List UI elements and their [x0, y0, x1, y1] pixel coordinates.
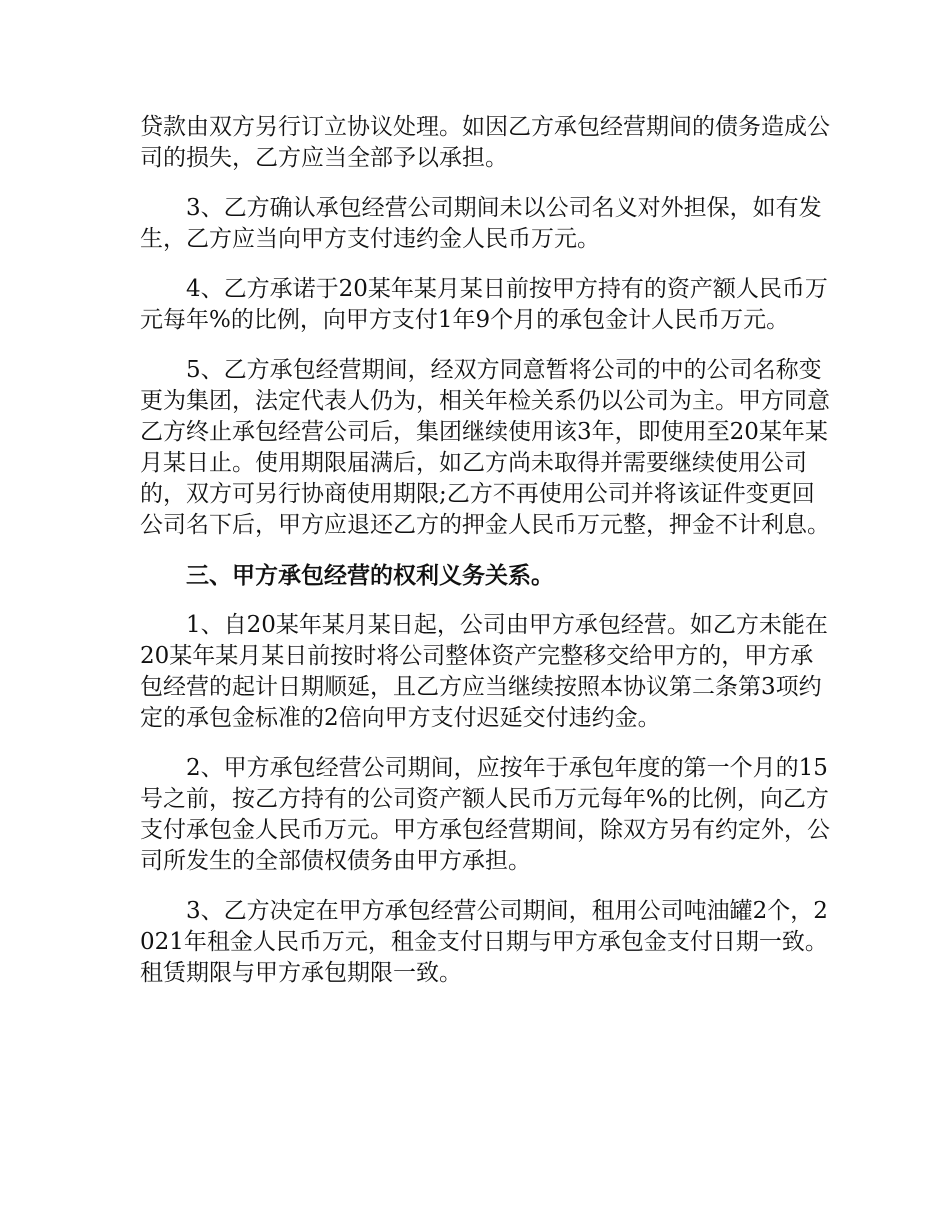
document-page	[140, 112, 830, 1008]
paragraph-continuation: 贷款由双方另行订立协议处理。如因乙方承包经营期间的债务造成公司的损失，乙方应当全部予以承担。	[140, 114, 830, 171]
section-heading-3: 三、甲方承包经营的权利义务关系。	[186, 562, 554, 589]
paragraph-clause-2-5: 5、乙方承包经营期间，经双方同意暂将公司的中的公司名称变更为集团，法定代表人仍为，相关年检关系仍以公司为主。甲方同意乙方终止承包经营公司后，集团继续使用该3年，即使用至20某年某月某日止。使用期限届满后，如乙方尚未取得并需要继续使用公司的，双方可另行协商使用期限;乙方不再使用公司并将该证件变更回公司名下后，甲方应退还乙方的押金人民币万元整，押金不计利息。	[140, 357, 830, 538]
paragraph-clause-2-3: 3、乙方确认承包经营公司期间未以公司名义对外担保，如有发生，乙方应当向甲方支付违约金人民币万元。	[140, 195, 822, 252]
paragraph-clause-3-1: 1、自20某年某月某日起，公司由甲方承包经营。如乙方未能在20某年某月某日前按时将公司整体资产完整移交给甲方的，甲方承包经营的起计日期顺延，且乙方应当继续按照本协议第二条第3项约定的承包金标准的2倍向甲方支付迟延交付违约金。	[140, 612, 828, 731]
paragraph-clause-3-3: 3、乙方决定在甲方承包经营公司期间，租用公司吨油罐2个，2021年租金人民币万元，租金支付日期与甲方承包金支付日期一致。租赁期限与甲方承包期限一致。	[140, 898, 828, 986]
paragraph-clause-3-2: 2、甲方承包经营公司期间，应按年于承包年度的第一个月的15号之前，按乙方持有的公司资产额人民币万元每年%的比例，向乙方支付承包金人民币万元。甲方承包经营期间，除双方另有约定外，公司所发生的全部债权债务由甲方承担。	[140, 755, 830, 874]
paragraph-clause-2-4: 4、乙方承诺于20某年某月某日前按甲方持有的资产额人民币万元每年%的比例，向甲方支付1年9个月的承包金计人民币万元。	[140, 276, 828, 333]
